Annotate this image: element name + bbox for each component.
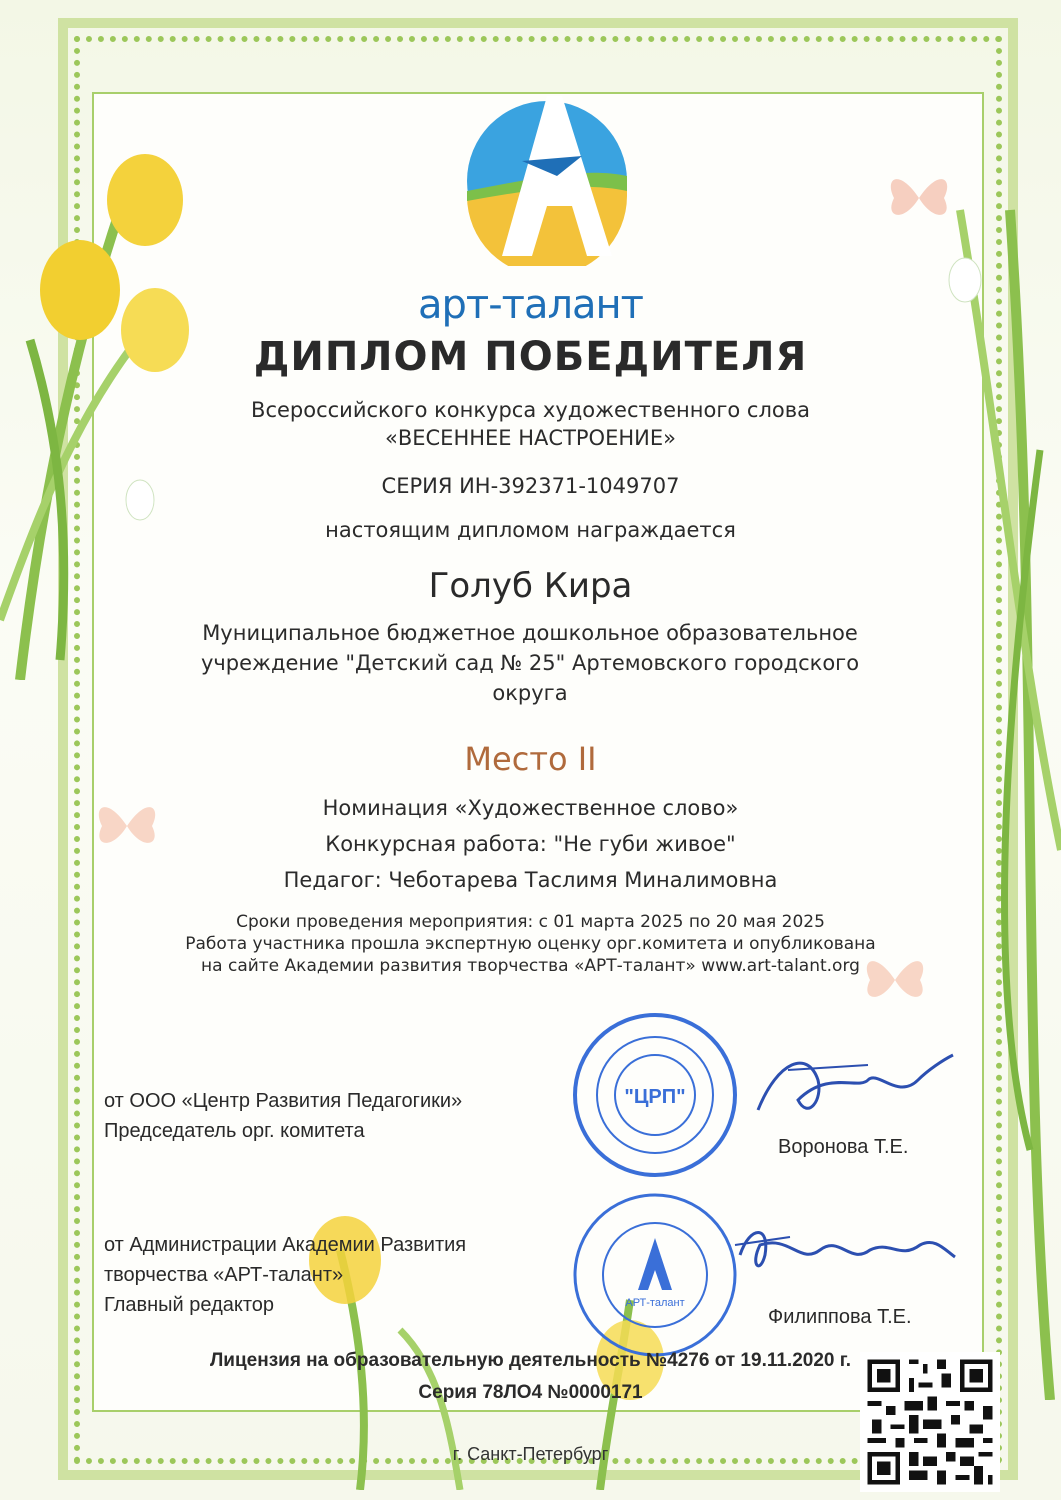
signatory-1-block bbox=[104, 1086, 462, 1146]
stamp-crp bbox=[570, 1010, 740, 1180]
contest-line-2: «ВЕСЕННЕЕ НАСТРОЕНИЕ» bbox=[385, 426, 676, 450]
signatory-2-org-cont: творчества «АРТ-талант» bbox=[104, 1264, 344, 1286]
qr-code bbox=[860, 1352, 1000, 1492]
city-text: г. Санкт-Петербург bbox=[452, 1444, 609, 1464]
diploma-title: ДИПЛОМ ПОБЕДИТЕЛЯ bbox=[253, 334, 808, 380]
signatory-2-block bbox=[104, 1230, 466, 1320]
license-text: Лицензия на образовательную деятельность №4276 от 19.11.2020 г. bbox=[209, 1350, 852, 1371]
signatory-2-name: Филиппова Т.Е. bbox=[768, 1306, 912, 1328]
dates-text: Сроки проведения мероприятия: с 01 марта 2025 по 20 мая 2025 bbox=[236, 912, 825, 932]
signature-filippova bbox=[730, 1215, 960, 1295]
organization-text: Муниципальное бюджетное дошкольное образовательное учреждение "Детский сад № 25" Артемовского городского округа bbox=[200, 621, 860, 705]
art-talant-logo bbox=[462, 86, 632, 266]
brand-name: арт-талант bbox=[418, 282, 643, 328]
series-number: СЕРИЯ ИН-392371-1049707 bbox=[381, 474, 680, 498]
signatory-1-role: Председатель орг. комитета bbox=[104, 1120, 365, 1142]
nomination-text: Номинация «Художественное слово» bbox=[322, 796, 739, 820]
license-series: Серия 78ЛО4 №0000171 bbox=[418, 1382, 643, 1403]
contest-work-text: Конкурсная работа: "Не губи живое" bbox=[325, 832, 736, 856]
review-line-1: Работа участника прошла экспертную оценку орг.комитета и опубликована bbox=[185, 934, 876, 954]
signatory-1-name: Воронова Т.Е. bbox=[778, 1136, 909, 1158]
recipient-name: Голуб Кира bbox=[428, 566, 633, 606]
place-award: Место II bbox=[464, 740, 597, 778]
stamp-crp-text: "ЦРП" bbox=[624, 1086, 686, 1108]
signatory-2-org: от Администрации Академии Развития bbox=[104, 1234, 467, 1256]
contest-line-1: Всероссийского конкурса художественного слова bbox=[251, 398, 810, 422]
awarded-text: настоящим дипломом награждается bbox=[325, 518, 736, 542]
teacher-text: Педагог: Чеботарева Таслимя Миналимовна bbox=[283, 868, 778, 892]
signature-voronova bbox=[748, 1040, 958, 1130]
butterfly-icon bbox=[884, 168, 954, 228]
signatory-2-role: Главный редактор bbox=[104, 1294, 275, 1316]
stamp-art-talant bbox=[570, 1190, 740, 1360]
stamp-art-talant-text: АРТ-талант bbox=[625, 1297, 685, 1309]
signatory-1-org: от ООО «Центр Развития Педагогики» bbox=[104, 1090, 463, 1112]
review-line-2: на сайте Академии развития творчества «АРТ-талант» www.art-talant.org bbox=[201, 956, 860, 976]
